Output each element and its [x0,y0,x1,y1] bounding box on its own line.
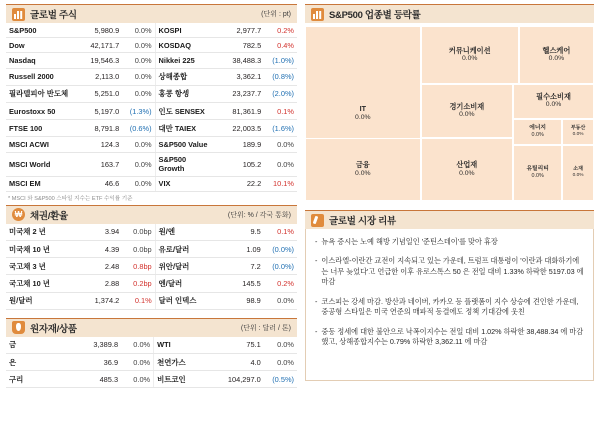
row-change: (0.0%) [264,258,297,275]
tile-value: 0.0% [459,169,475,177]
table-row [6,241,297,258]
tile-label: IT [359,104,366,114]
row-label: 미국채 10 년 [6,241,73,258]
tile-label: 산업재 [456,160,478,170]
section-title: 글로벌 주식 [30,10,77,21]
row-value: 4.39 [73,241,122,258]
row-change: (1.3%) [122,102,155,119]
list-item [315,256,584,287]
table-row [6,176,297,191]
row-value: 189.9 [216,137,265,152]
row-label: S&P500 Value [155,137,216,152]
table-row [6,258,297,275]
row-label: 은 [6,354,72,371]
row-label: Dow [6,38,74,53]
row-value: 42,171.7 [74,38,123,53]
treemap-tile-energy[interactable] [513,119,562,145]
row-value: 5,980.9 [74,23,123,38]
row-label: 구리 [6,371,72,388]
tile-value: 0.0% [531,173,544,180]
sector-treemap [305,26,594,201]
tile-label: 필수소비재 [536,92,571,102]
global-stocks-table [6,23,297,192]
row-label: 천연가스 [154,354,214,371]
table-row [6,23,297,38]
treemap-tile-consumer-staples[interactable] [513,84,594,119]
row-value: 38,488.3 [216,53,265,68]
table-row [6,120,297,137]
row-value: 8,791.8 [74,120,123,137]
tile-label: 부동산 [570,125,586,132]
row-change: (0.0%) [264,241,297,258]
table-row [6,152,297,176]
section-unit: (단위 : 달러 / 톤) [240,324,291,332]
tile-value: 0.0% [531,131,544,138]
row-value: 9.5 [215,224,264,241]
row-label: MSCI World [6,152,74,176]
table-row [6,68,297,85]
row-change: 0.0% [122,53,155,68]
row-change: 0.0% [264,292,297,309]
section-title: 원자재/상품 [30,323,77,335]
row-label: 유로/달러 [155,241,215,258]
row-change: 0.0% [121,354,154,371]
table-row [6,224,297,241]
section-header-bonds-fx [6,205,297,224]
section-title: 글로벌 시장 리뷰 [329,216,396,227]
row-change: 0.1% [264,102,297,119]
row-change: 0.2% [264,275,297,292]
row-value: 2.48 [73,258,122,275]
row-label: 인도 SENSEX [155,102,216,119]
global-stocks-footnote: * MSCI 와 S&P500 스타일 지수는 ETF 수익률 기준 [8,195,133,202]
treemap-tile-healthcare[interactable] [519,26,594,84]
row-value: 75.1 [214,337,264,354]
section-title: 채권/환율 [30,210,68,222]
market-review-box [305,229,594,381]
treemap-tile-financials[interactable] [305,138,421,201]
section-title: S&P500 업종별 등락률 [329,10,421,21]
table-row [6,371,297,388]
bar-chart-icon [12,8,25,21]
row-change: 0.8bp [122,258,155,275]
coin-icon [12,208,25,221]
row-change: 0.0% [122,137,155,152]
row-label: 비트코인 [154,371,214,388]
row-label: Russell 2000 [6,68,74,85]
table-row [6,275,297,292]
tile-label: 에너지 [529,125,547,132]
row-value: 4.0 [214,354,264,371]
tile-label: 커뮤니케이션 [448,45,491,55]
table-row [6,354,297,371]
row-change: (0.6%) [122,120,155,137]
table-row [6,102,297,119]
tile-value: 0.0% [355,113,371,121]
row-label: VIX [155,176,216,191]
bonds-fx-table [6,224,297,310]
row-value: 5,197.0 [74,102,123,119]
section-header-global-stocks [6,4,297,23]
row-value: 124.3 [74,137,123,152]
table-row [6,38,297,53]
row-label: 금 [6,337,72,354]
list-item [315,327,584,348]
review-text: 이스라엘-이란간 교전이 지속되고 있는 가운데, 트럼프 대통령이 '이란과 대화하기에는 너무 늦었다'고 언급한 이후 유로스톡스 50 은 전일 대비 1.33% 하락한 5197.03 에 마감 [321,256,584,287]
row-value: 46.6 [74,176,123,191]
row-change: 0.0% [264,354,297,371]
tile-value: 0.0% [355,169,371,177]
row-value: 104,297.0 [214,371,264,388]
row-change: 10.1% [264,176,297,191]
row-label: 엔/달러 [155,275,215,292]
row-label: 국고채 10 년 [6,275,73,292]
row-value: 81,361.9 [216,102,265,119]
tile-label: 경기소비재 [449,101,485,111]
row-value: 98.9 [215,292,264,309]
row-change: (1.6%) [264,120,297,137]
row-label: S&P500 [6,23,74,38]
row-label: Eurostoxx 50 [6,102,74,119]
right-column [305,4,594,417]
tile-label: 유틸리티 [526,166,549,173]
row-label: KOSDAQ [155,38,216,53]
row-label: 원/달러 [6,292,73,309]
row-change: 0.1% [122,292,155,309]
table-row [6,337,297,354]
row-change: (1.0%) [264,53,297,68]
tile-value: 0.0% [572,173,584,178]
bar-chart-icon [311,8,324,21]
row-label: FTSE 100 [6,120,74,137]
row-value: 19,546.3 [74,53,123,68]
table-row [6,53,297,68]
tile-value: 0.0% [572,131,584,137]
row-change: 0.4% [264,38,297,53]
row-label: MSCI ACWI [6,137,74,152]
row-value: 163.7 [74,152,123,176]
tile-value: 0.0% [459,110,475,118]
table-row [6,85,297,102]
row-change: 0.0% [264,337,297,354]
row-change: 0.0% [122,176,155,191]
review-text: 뉴욕 증시는 노예 해방 기념일인 '준틴스데이'를 맞아 휴장 [321,237,498,246]
row-change: 0.1% [264,224,297,241]
row-label: S&P500 Growth [155,152,216,176]
row-value: 3,362.1 [216,68,265,85]
row-change: 0.0% [121,337,154,354]
treemap-tile-real-estate[interactable] [562,119,594,145]
tile-value: 0.0% [545,101,562,109]
row-change: 0.0% [121,371,154,388]
row-value: 7.2 [215,258,264,275]
row-label: 국고채 3 년 [6,258,73,275]
pen-icon [311,214,324,227]
row-label: 원/엔 [155,224,215,241]
row-value: 1.09 [215,241,264,258]
row-change: 0.0% [122,23,155,38]
row-value: 105.2 [216,152,265,176]
list-item [315,297,584,318]
treemap-tile-industrials[interactable] [421,138,513,201]
table-row [6,292,297,309]
row-label: WTI [154,337,214,354]
oil-barrel-icon [12,321,25,334]
row-value: 36.9 [72,354,121,371]
row-value: 3.94 [73,224,122,241]
tile-label: 금융 [355,160,370,170]
row-label: 홍콩 항셍 [155,85,216,102]
treemap-tile-consumer-discretionary[interactable] [421,84,513,138]
section-header-review [305,210,594,229]
review-text: 중동 정세에 대한 불안으로 낙폭이지수는 전일 대비 1.02% 하락한 38,488.34 에 마감했고, 상해종합지수는 0.79% 하락한 3,362.11 에 마감 [321,326,584,347]
section-header-commodities [6,318,297,337]
row-change: 0.2bp [122,275,155,292]
row-value: 5,251.0 [74,85,123,102]
row-value: 782.5 [216,38,265,53]
row-label: Nasdaq [6,53,74,68]
row-change: (0.8%) [264,68,297,85]
tile-value: 0.0% [461,54,478,62]
row-change: 0.0% [264,137,297,152]
row-label: 상해종합 [155,68,216,85]
bullet-dash: - [315,326,318,336]
commodities-table [6,337,297,389]
row-change: 0.2% [264,23,297,38]
row-label: Nikkei 225 [155,53,216,68]
row-change: 0.0bp [122,224,155,241]
tile-value: 0.0% [548,54,565,62]
row-value: 2,977.7 [216,23,265,38]
table-row [6,137,297,152]
row-value: 145.5 [215,275,264,292]
row-change: 0.0% [264,152,297,176]
row-label: KOSPI [155,23,216,38]
row-change: (0.5%) [264,371,297,388]
row-value: 22.2 [216,176,265,191]
row-value: 485.3 [72,371,121,388]
section-unit: (단위 : pt) [261,11,291,18]
tile-label: 소재 [573,166,583,173]
row-label: MSCI EM [6,176,74,191]
row-change: 0.0% [122,68,155,85]
treemap-tile-utilities[interactable] [513,145,562,201]
bullet-dash: - [315,256,318,266]
review-text: 코스피는 강세 마감. 방산과 네이버, 카카오 등 플랫폼이 지수 상승에 견인한 가운데, 중공형 스타일은 미국 연준의 매파적 동결에도 정책 기대감에 웃친 [321,296,579,317]
row-change: 0.0% [122,85,155,102]
tile-label: 헬스케어 [542,45,571,55]
row-value: 23,237.7 [216,85,265,102]
list-item [315,237,584,247]
row-value: 22,003.5 [216,120,265,137]
left-column [6,4,297,417]
row-label: 달러 인덱스 [155,292,215,309]
bullet-dash: - [315,296,318,306]
row-label: 필라델피아 반도체 [6,85,74,102]
row-label: 미국채 2 년 [6,224,73,241]
row-change: 0.0% [122,152,155,176]
row-change: 0.0bp [122,241,155,258]
treemap-tile-materials[interactable] [562,145,594,201]
row-label: 위안/달러 [155,258,215,275]
row-value: 1,374.2 [73,292,122,309]
section-header-treemap [305,4,594,23]
treemap-tile-communication[interactable] [421,26,519,84]
row-value: 2,113.0 [74,68,123,85]
section-unit: (단위: % / 각국 통화) [227,211,291,219]
row-change: (2.0%) [264,85,297,102]
row-change: 0.0% [122,38,155,53]
row-value: 3,389.8 [72,337,121,354]
bullet-dash: - [315,237,318,246]
row-value: 2.88 [73,275,122,292]
row-label: 대만 TAIEX [155,120,216,137]
